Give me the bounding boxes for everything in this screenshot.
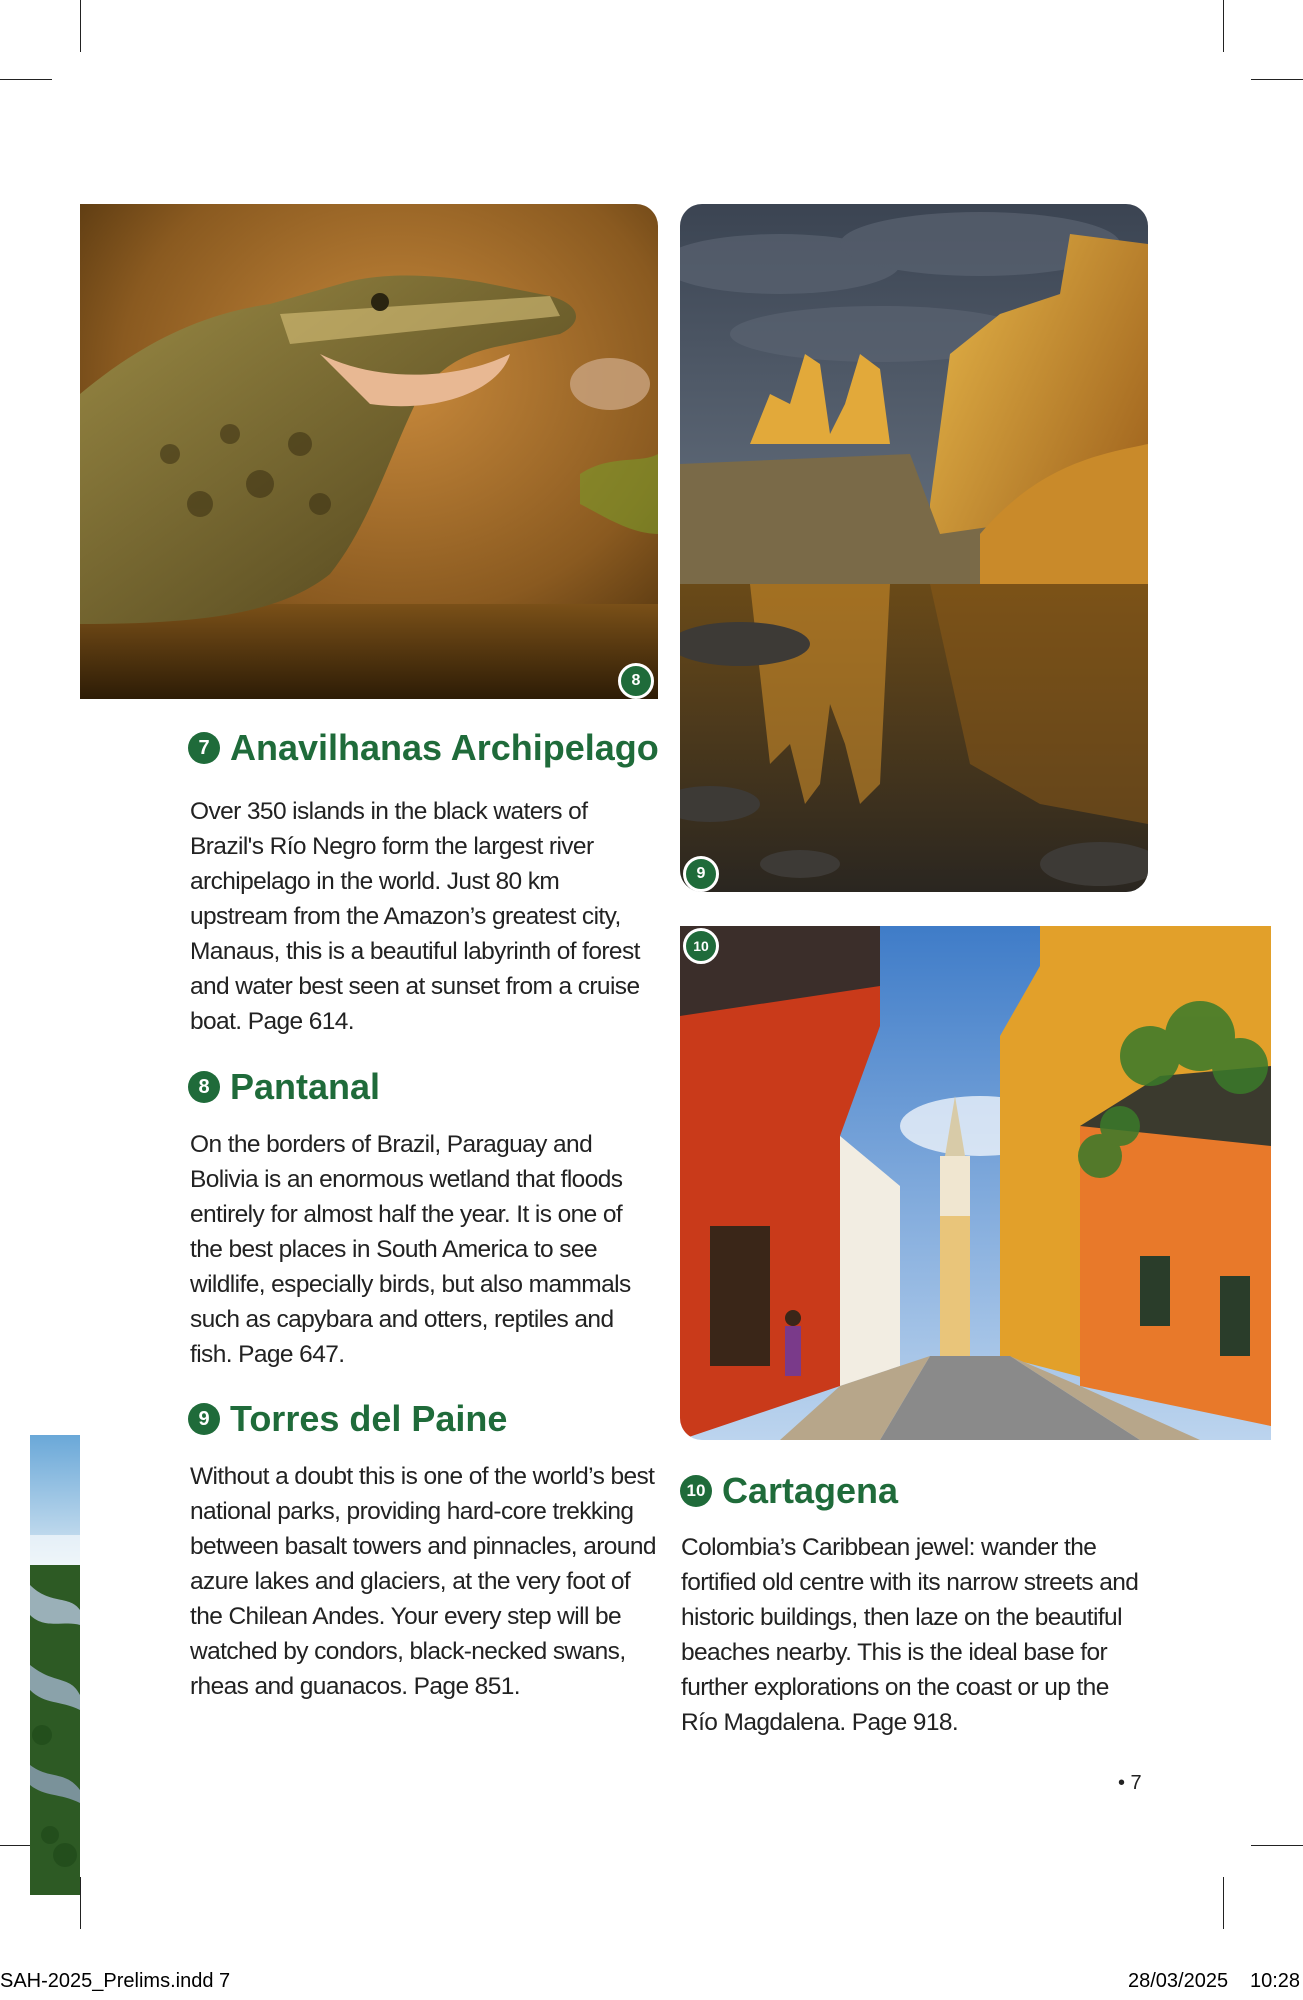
crop-mark-right-top [1251,79,1303,80]
section-title: Anavilhanas Archipelago [230,727,659,768]
section-heading-8 [188,1066,380,1108]
photo-badge-9: 9 [683,856,719,892]
section-title: Cartagena [722,1470,899,1511]
photo-badge-8: 8 [618,663,654,699]
cartagena-photo [680,926,1271,1440]
section-heading-9 [188,1398,507,1440]
amazon-aerial-photo [30,1435,80,1895]
section-text-9: Without a doubt this is one of the world’s best national parks, providing hard-core trekking between basalt towers and pinnacles, around azure lakes and glaciers, at the very foot of the Chilean Andes. Your every step will be watched by condors, black-necked swans, rheas and guanacos. Page 851. [190,1463,656,1700]
crop-mark-top-right [1223,0,1224,52]
section-number-9: 9 [188,1403,220,1435]
section-title: Pantanal [230,1066,381,1107]
page-number: • 7 [1118,1772,1142,1794]
section-title: Torres del Paine [230,1398,508,1439]
section-heading-7 [188,727,659,769]
section-text-8: On the borders of Brazil, Paraguay and Bolivia is an enormous wetland that floods entirely for almost half the year. It is one of the best places in South America to see wildlife, especially birds, but also mammals such as capybara and otters, reptiles and fish. Page 647. [190,1131,631,1368]
crop-mark-bottom-left [80,1877,81,1929]
crop-mark-right-bottom [1251,1845,1303,1846]
crop-mark-top-left [80,0,81,52]
slug-date: 28/03/2025 [1128,1970,1229,1992]
slug-time: 10:28 [1250,1970,1301,1992]
slug-filename: SAH-2025_Prelims.indd 7 [0,1970,231,1992]
torres-del-paine-photo [680,204,1148,892]
photo-badge-10: 10 [683,928,719,964]
crop-mark-left-top [0,79,52,80]
section-text-10: Colombia’s Caribbean jewel: wander the fortified old centre with its narrow streets and historic buildings, then laze on the beautiful beaches nearby. This is the ideal base for further explorations on the coast or up the Río Magdalena. Page 918. [681,1534,1139,1736]
section-number-10: 10 [680,1475,712,1507]
section-number-7: 7 [188,732,220,764]
caiman-photo [80,204,658,699]
crop-mark-bottom-right [1223,1877,1224,1929]
section-heading-10 [680,1470,898,1512]
section-text-7: Over 350 islands in the black waters of Brazil's Río Negro form the largest river archipelago in the world. Just 80 km upstream from the Amazon’s greatest city, Manaus, this is a beautiful labyrinth of forest and water best seen at sunset from a cruise boat. Page 614. [190,798,640,1035]
section-number-8: 8 [188,1071,220,1103]
